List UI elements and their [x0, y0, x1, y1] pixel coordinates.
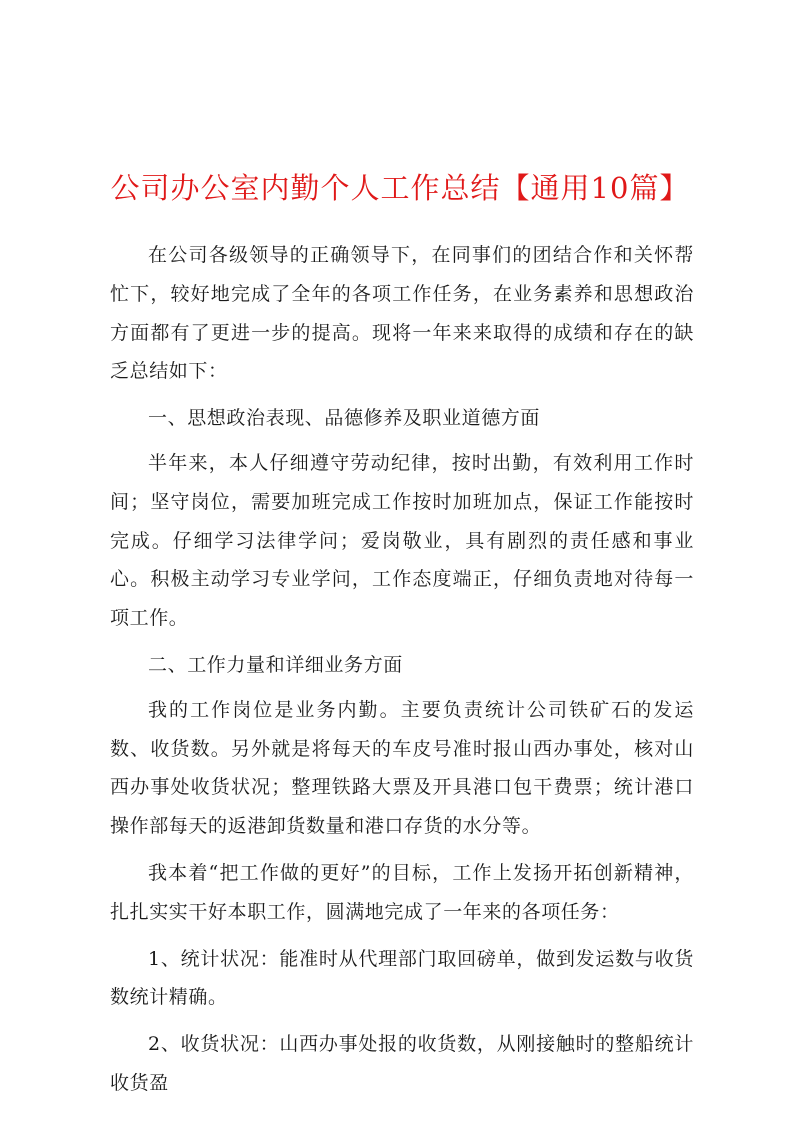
section-heading-2: 二、工作力量和详细业务方面: [148, 653, 403, 676]
document-title: 公司办公室内勤个人工作总结【通用10篇】: [110, 171, 690, 205]
section-heading-1: 一、思想政治表现、品德修养及职业道德方面: [148, 407, 541, 430]
paragraph-section-1: 半年来，本人仔细遵守劳动纪律，按时出勤，有效利用工作时间；坚守岗位，需要加班完成工作按时加班加点，保证工作能按时完成。仔细学习法律学问；爱岗敬业，具有剧烈的责任感和事业心。积极主动学习专业学问，工作态度端正，仔细负责地对待每一项工作。: [110, 451, 694, 630]
paragraph-job-duties: 我的工作岗位是业务内勤。主要负责统计公司铁矿石的发运数、收货数。另外就是将每天的车皮号准时报山西办事处，核对山西办事处收货状况；整理铁路大票及开具港口包干费票；统计港口操作部每天的返港卸货数量和港口存货的水分等。: [110, 698, 694, 838]
paragraph-item-2: 2、收货状况：山西办事处报的收货数，从刚接触时的整船统计收货盈: [110, 1033, 694, 1094]
paragraph-intro: 在公司各级领导的正确领导下，在同事们的团结合作和关怀帮忙下，较好地完成了全年的各项工作任务，在业务素养和思想政治方面都有了更进一步的提高。现将一年来来取得的成绩和存在的缺乏总结如下：: [110, 244, 694, 383]
paragraph-item-1: 1、统计状况：能准时从代理部门取回磅单，做到发运数与收货数统计精确。: [110, 947, 694, 1009]
document-body: [110, 236, 694, 1111]
paragraph-goals: 我本着“把工作做的更好”的目标，工作上发扬开拓创新精神，扎扎实实干好本职工作，圆满地完成了一年来的各项任务：: [110, 861, 694, 923]
